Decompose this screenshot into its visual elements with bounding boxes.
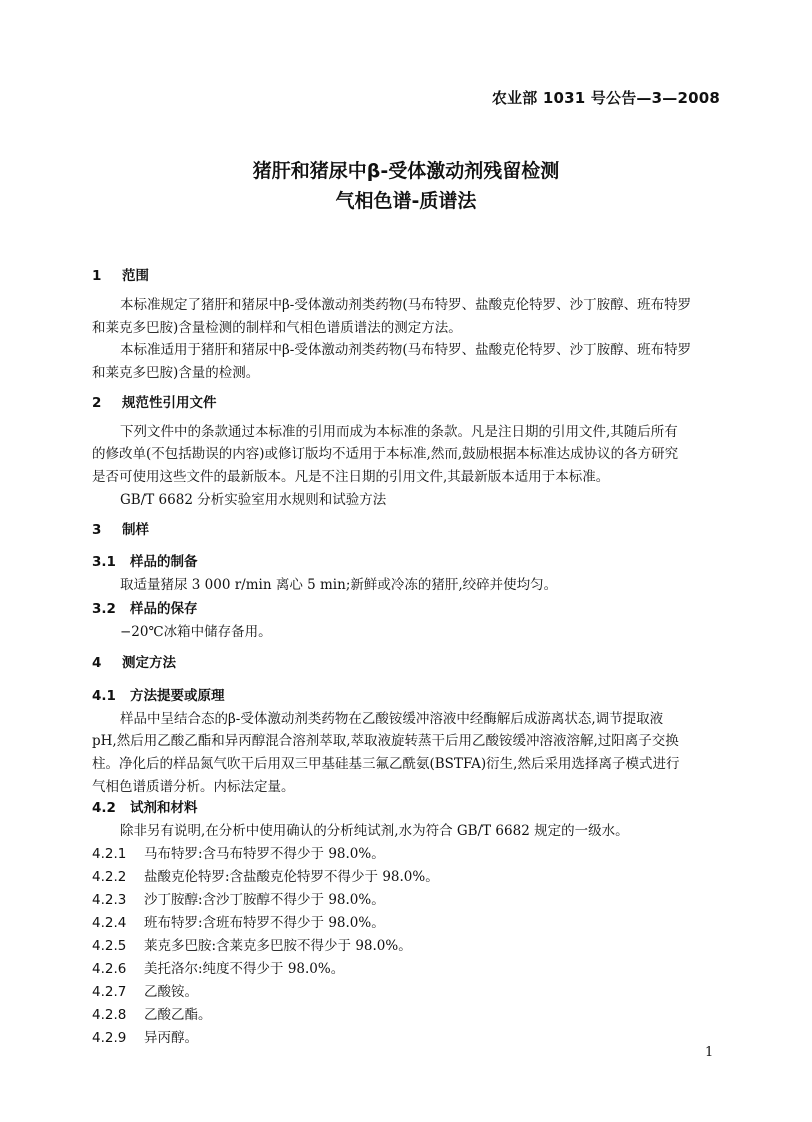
section-number: 4	[92, 655, 102, 671]
section-title: 方法提要或原理	[130, 688, 225, 704]
s3-1-text: 取适量猪尿 3 000 r/min 离心 5 min;新鲜或冷冻的猪肝,绞碎并使均匀。	[120, 577, 558, 593]
item-text: 班布特罗:含班布特罗不得少于 98.0%。	[144, 915, 385, 931]
section-title: 样品的制备	[130, 554, 198, 570]
item-text: 异丙醇。	[144, 1030, 198, 1046]
section-3-heading	[92, 518, 149, 538]
item-text: 乙酸乙酯。	[144, 1007, 212, 1023]
section-number: 2	[92, 395, 102, 411]
item-number: 4.2.9	[92, 1030, 127, 1046]
s2-paragraph-line2: 的修改单(不包括勘误的内容)或修订版均不适用于本标准,然而,鼓励根据本标准达成协议的各方研究	[92, 446, 679, 462]
section-number: 3.2	[92, 601, 116, 617]
section-4-1-heading	[92, 684, 225, 704]
item-number: 4.2.3	[92, 892, 127, 908]
s4-1-line2: pH,然后用乙酸乙酯和异丙醇混合溶剂萃取,萃取液旋转蒸干后用乙酸铵缓冲溶液溶解,过阳离子交换	[92, 733, 679, 749]
item-number: 4.2.2	[92, 869, 127, 885]
item-text: 莱克多巴胺:含莱克多巴胺不得少于 98.0%。	[144, 938, 412, 954]
section-2-heading	[92, 391, 217, 411]
section-title: 制样	[122, 522, 149, 538]
list-item	[92, 842, 385, 862]
item-number: 4.2.6	[92, 961, 127, 977]
s4-1-line1: 样品中呈结合态的β-受体激动剂类药物在乙酸铵缓冲溶液中经酶解后成游离状态,调节提取液	[120, 711, 664, 727]
item-text: 美托洛尔:纯度不得少于 98.0%。	[144, 961, 345, 977]
s1-paragraph1-line2: 和莱克多巴胺)含量检测的制样和气相色谱质谱法的测定方法。	[92, 320, 462, 336]
section-title: 试剂和材料	[130, 800, 198, 816]
section-title: 样品的保存	[130, 601, 198, 617]
s1-paragraph2-line1: 本标准适用于猪肝和猪尿中β-受体激动剂类药物(马布特罗、盐酸克伦特罗、沙丁胺醇、班布特罗	[120, 342, 692, 358]
s4-2-intro: 除非另有说明,在分析中使用确认的分析纯试剂,水为符合 GB/T 6682 规定的一级水。	[120, 823, 629, 839]
document-title-line2: 气相色谱-质谱法	[335, 190, 477, 212]
section-3-2-heading	[92, 597, 198, 617]
s2-paragraph-line3: 是否可使用这些文件的最新版本。凡是不注日期的引用文件,其最新版本适用于本标准。	[92, 469, 610, 485]
section-number: 4.1	[92, 688, 116, 704]
s2-reference: GB/T 6682 分析实验室用水规则和试验方法	[120, 492, 387, 508]
s1-paragraph1-line1: 本标准规定了猪肝和猪尿中β-受体激动剂类药物(马布特罗、盐酸克伦特罗、沙丁胺醇、班布特罗	[120, 297, 692, 313]
list-item	[92, 980, 198, 1000]
item-text: 沙丁胺醇:含沙丁胺醇不得少于 98.0%。	[144, 892, 385, 908]
list-item	[92, 934, 412, 954]
section-number: 3.1	[92, 554, 116, 570]
item-number: 4.2.5	[92, 938, 127, 954]
section-4-heading	[92, 651, 176, 671]
item-number: 4.2.7	[92, 984, 127, 1000]
s4-1-line4: 气相色谱质谱分析。内标法定量。	[92, 779, 295, 795]
s4-1-line3: 柱。净化后的样品氮气吹干后用双三甲基硅基三氟乙酰氨(BSTFA)衍生,然后采用选择离子模式进行	[92, 756, 680, 772]
s3-2-text: −20℃冰箱中储存备用。	[120, 624, 272, 640]
item-number: 4.2.4	[92, 915, 127, 931]
page-number: 1	[705, 1045, 714, 1060]
item-number: 4.2.8	[92, 1007, 127, 1023]
standard-code: 农业部 1031 号公告—3—2008	[491, 89, 720, 107]
section-title: 测定方法	[122, 655, 176, 671]
section-number: 1	[92, 268, 102, 284]
section-3-1-heading	[92, 550, 198, 570]
section-4-2-heading	[92, 796, 198, 816]
section-title: 规范性引用文件	[122, 395, 217, 411]
list-item	[92, 957, 344, 977]
s1-paragraph2-line2: 和莱克多巴胺)含量的检测。	[92, 365, 260, 381]
document-title-line1: 猪肝和猪尿中β-受体激动剂残留检测	[252, 160, 560, 182]
list-item	[92, 1003, 212, 1023]
section-1-heading	[92, 264, 149, 284]
list-item	[92, 888, 385, 908]
item-text: 乙酸铵。	[144, 984, 198, 1000]
list-item	[92, 911, 385, 931]
section-number: 4.2	[92, 800, 116, 816]
list-item	[92, 1026, 198, 1046]
section-number: 3	[92, 522, 102, 538]
section-title: 范围	[122, 268, 149, 284]
item-text: 盐酸克伦特罗:含盐酸克伦特罗不得少于 98.0%。	[144, 869, 439, 885]
s2-paragraph-line1: 下列文件中的条款通过本标准的引用而成为本标准的条款。凡是注日期的引用文件,其随后所有	[120, 424, 678, 440]
item-text: 马布特罗:含马布特罗不得少于 98.0%。	[144, 846, 385, 862]
list-item	[92, 865, 439, 885]
item-number: 4.2.1	[92, 846, 127, 862]
